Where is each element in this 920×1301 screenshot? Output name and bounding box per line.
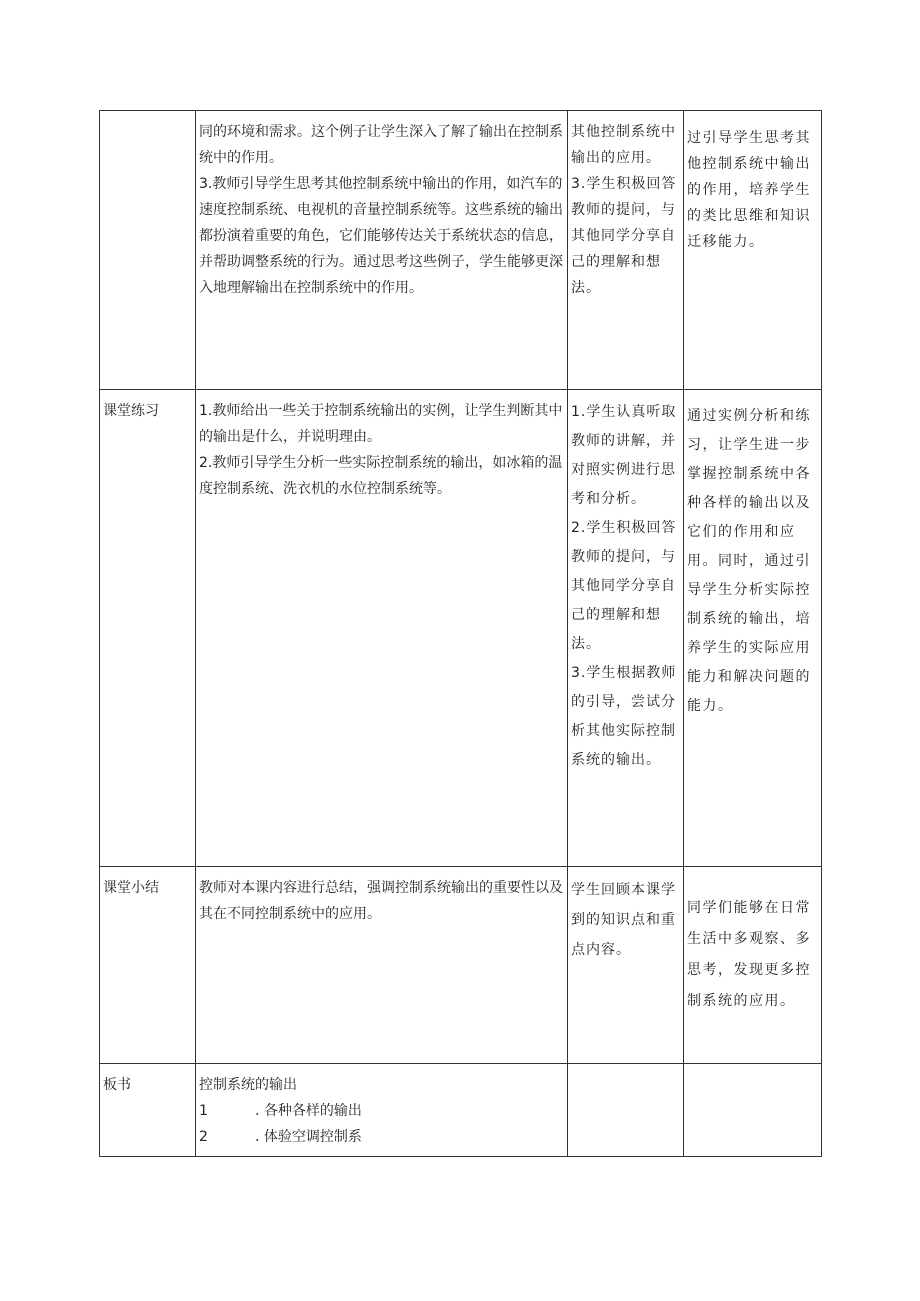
- student-paragraph: 学生回顾本课学到的知识点和重点内容。: [571, 882, 676, 958]
- student-paragraph: 3.学生根据教师的引导，尝试分析其他实际控制系统的输出。: [571, 665, 677, 768]
- board-title: 控制系统的输出: [199, 1077, 297, 1093]
- stage-cell: [100, 111, 196, 390]
- table-row: [100, 111, 822, 390]
- student-activity-cell: [568, 867, 684, 1064]
- table-row: [100, 1064, 822, 1157]
- student-activity-cell: [568, 390, 684, 867]
- student-activity-cell: [568, 111, 684, 390]
- student-paragraph: 3.学生积极回答教师的提问，与其他同学分享自己的理解和想法。: [571, 176, 677, 296]
- board-cell: [196, 1064, 568, 1157]
- intent-paragraph: 同学们能够在日常生活中多观察、多思考，发现更多控制系统的应用。: [687, 900, 811, 1009]
- stage-cell: 课堂小结: [100, 867, 196, 1064]
- teacher-activity-cell: [196, 390, 568, 867]
- student-activity-cell: [568, 1064, 684, 1157]
- teacher-activity-cell: [196, 111, 568, 390]
- design-intent-cell: [684, 867, 822, 1064]
- student-paragraph: 1.学生认真听取教师的讲解，并对照实例进行思考和分析。: [571, 404, 677, 507]
- board-item: 2 . 体验空调控制系: [199, 1129, 362, 1145]
- intent-paragraph: 通过实例分析和练习，让学生进一步掌握控制系统中各种各样的输出以及它们的作用和应用。同时，通过引导学生分析实际控制系统的输出，培养学生的实际应用能力和解决问题的能力。: [687, 408, 811, 714]
- teacher-paragraph: 同的环境和需求。这个例子让学生深入了解了输出在控制系统中的作用。: [199, 124, 563, 166]
- design-intent-cell: [684, 1064, 822, 1157]
- teacher-activity-cell: [196, 867, 568, 1064]
- teacher-paragraph: 教师对本课内容进行总结，强调控制系统输出的重要性以及其在不同控制系统中的应用。: [199, 880, 563, 922]
- intent-paragraph: 过引导学生思考其他控制系统中输出的作用，培养学生的类比思维和知识迁移能力。: [687, 130, 811, 250]
- table-row: [100, 867, 822, 1064]
- stage-cell: 板书: [100, 1064, 196, 1157]
- teacher-paragraph: 2.教师引导学生分析一些实际控制系统的输出，如冰箱的温度控制系统、洗衣机的水位控制系统等。: [199, 455, 563, 497]
- teacher-paragraph: 1.教师给出一些关于控制系统输出的实例，让学生判断其中的输出是什么，并说明理由。: [199, 403, 563, 445]
- table-row: [100, 390, 822, 867]
- student-paragraph: 2.学生积极回答教师的提问，与其他同学分享自己的理解和想法。: [571, 520, 677, 652]
- teacher-paragraph: 3.教师引导学生思考其他控制系统中输出的作用，如汽车的速度控制系统、电视机的音量控制系统等。这些系统的输出都扮演着重要的角色，它们能够传达关于系统状态的信息，并帮助调整系统的行为。通过思考这些例子，学生能够更深入地理解输出在控制系统中的作用。: [199, 176, 563, 296]
- board-item: 1 . 各种各样的输出: [199, 1103, 362, 1119]
- design-intent-cell: [684, 390, 822, 867]
- stage-cell: 课堂练习: [100, 390, 196, 867]
- student-paragraph: 其他控制系统中输出的应用。: [571, 124, 676, 166]
- design-intent-cell: [684, 111, 822, 390]
- lesson-plan-table: [99, 110, 822, 1157]
